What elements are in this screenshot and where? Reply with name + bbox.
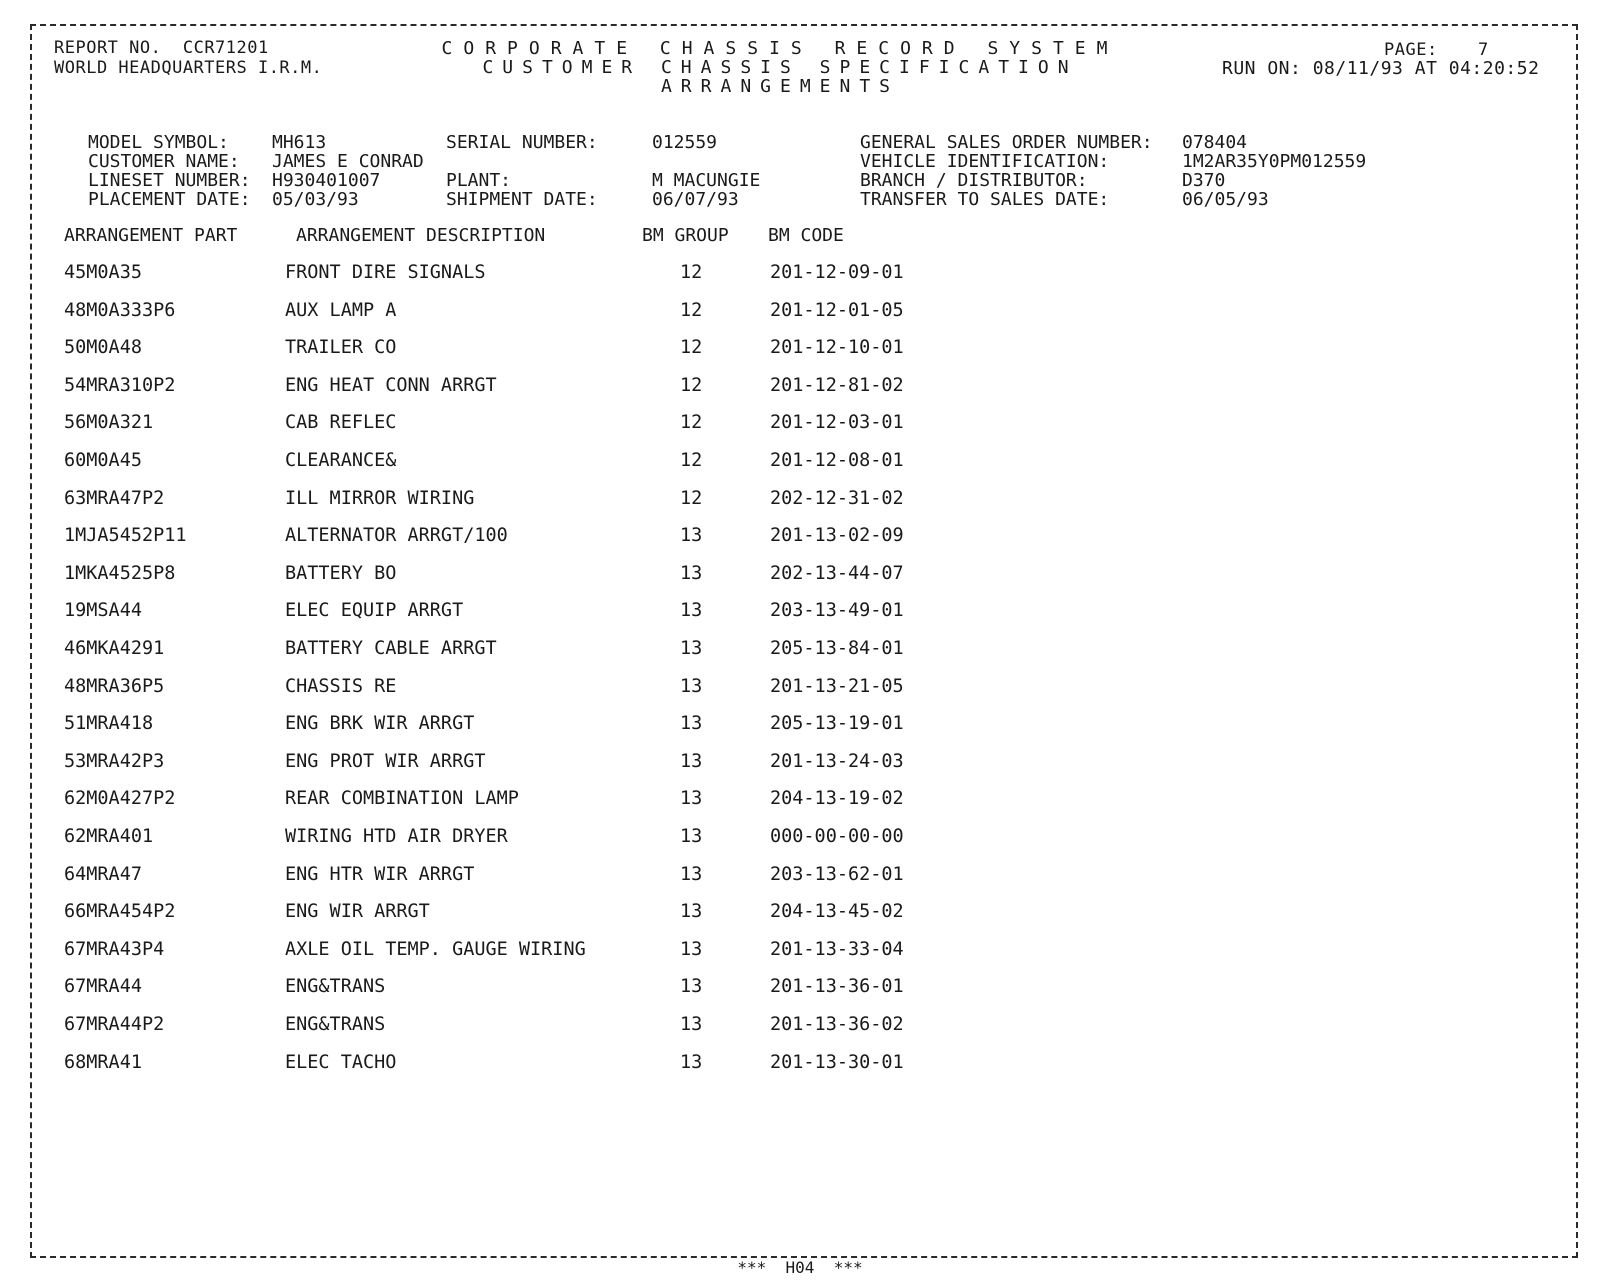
bm-code-cell: 203-13-62-01 [770,864,904,885]
placement-date-value: 05/03/93 [272,189,359,210]
description-cell: CLEARANCE& [285,450,397,471]
bm-code-cell: 201-12-01-05 [770,300,904,321]
description-cell: BATTERY CABLE ARRGT [285,638,497,659]
branch-value: D370 [1182,170,1226,191]
bm-group-cell: 12 [680,262,703,283]
bm-group-cell: 13 [680,864,703,885]
part-cell: 48MRA36P5 [64,676,165,697]
shipment-date-label: SHIPMENT DATE: [446,189,598,210]
bm-code-cell: 205-13-84-01 [770,638,904,659]
description-cell: BATTERY BO [285,563,397,584]
bm-code-cell: 000-00-00-00 [770,826,904,847]
bm-group-cell: 13 [680,976,703,997]
bm-code-cell: 201-13-30-01 [770,1052,904,1073]
run-on-label: RUN ON: [1222,58,1302,79]
bm-group-cell: 12 [680,488,703,509]
bm-code-cell: 202-12-31-02 [770,488,904,509]
bm-group-cell: 12 [680,450,703,471]
description-cell: ELEC TACHO [285,1052,397,1073]
part-cell: 67MRA43P4 [64,939,165,960]
bm-code-cell: 203-13-49-01 [770,600,904,621]
bm-code-cell: 205-13-19-01 [770,713,904,734]
vin-value: 1M2AR35Y0PM012559 [1182,151,1367,172]
part-cell: 51MRA418 [64,713,154,734]
bm-code-cell: 201-12-09-01 [770,262,904,283]
title-line-2: CUSTOMER CHASSIS SPECIFICATION [482,57,1078,78]
col-header-bm-group: BM GROUP [642,225,729,246]
serial-number-value: 012559 [652,132,718,153]
model-symbol-label: MODEL SYMBOL: [88,132,229,153]
part-cell: 1MKA4525P8 [64,563,176,584]
description-cell: CHASSIS RE [285,676,397,697]
part-cell: 48M0A333P6 [64,300,176,321]
part-cell: 68MRA41 [64,1052,142,1073]
page-number: 7 [1478,40,1489,60]
bm-group-cell: 13 [680,638,703,659]
page-label: PAGE: [1384,40,1438,60]
bm-group-cell: 12 [680,300,703,321]
placement-date-label: PLACEMENT DATE: [88,189,251,210]
shipment-date-value: 06/07/93 [652,189,739,210]
bm-group-cell: 13 [680,600,703,621]
description-cell: ENG WIR ARRGT [285,901,430,922]
part-cell: 60M0A45 [64,450,142,471]
run-on-line [1222,59,1539,79]
customer-name-label: CUSTOMER NAME: [88,151,240,172]
part-cell: 50M0A48 [64,337,142,358]
description-cell: TRAILER CO [285,337,397,358]
gso-value: 078404 [1182,132,1248,153]
bm-group-cell: 13 [680,751,703,772]
description-cell: WIRING HTD AIR DRYER [285,826,508,847]
customer-name-value: JAMES E CONRAD [272,151,424,172]
report-no: CCR71201 [182,38,269,58]
lineset-number-label: LINESET NUMBER: [88,170,251,191]
col-header-bm-code: BM CODE [768,225,844,246]
bm-code-cell: 201-12-81-02 [770,375,904,396]
bm-code-cell: 202-13-44-07 [770,563,904,584]
part-cell: 62MRA401 [64,826,154,847]
bm-group-cell: 12 [680,412,703,433]
bm-code-cell: 201-13-24-03 [770,751,904,772]
part-cell: 63MRA47P2 [64,488,165,509]
part-cell: 53MRA42P3 [64,751,165,772]
description-cell: ENG HTR WIR ARRGT [285,864,475,885]
bm-group-cell: 13 [680,788,703,809]
bm-code-cell: 201-13-21-05 [770,676,904,697]
bm-group-cell: 13 [680,713,703,734]
org-name: WORLD HEADQUARTERS I.R.M. [54,58,323,78]
run-on-value: 08/11/93 AT 04:20:52 [1312,58,1540,79]
description-cell: AUX LAMP A [285,300,397,321]
part-cell: 46MKA4291 [64,638,165,659]
bm-code-cell: 201-13-36-02 [770,1014,904,1035]
part-cell: 1MJA5452P11 [64,525,187,546]
transfer-date-value: 06/05/93 [1182,189,1269,210]
description-cell: ENG HEAT CONN ARRGT [285,375,497,396]
description-cell: ENG PROT WIR ARRGT [285,751,486,772]
bm-code-cell: 201-13-36-01 [770,976,904,997]
part-cell: 64MRA47 [64,864,142,885]
description-cell: ENG&TRANS [285,976,386,997]
title-line-1: CORPORATE CHASSIS RECORD SYSTEM [441,38,1119,59]
branch-label: BRANCH / DISTRIBUTOR: [860,170,1088,191]
plant-label: PLANT: [446,170,512,191]
bm-code-cell: 204-13-19-02 [770,788,904,809]
part-cell: 19MSA44 [64,600,142,621]
bm-group-cell: 13 [680,939,703,960]
bm-group-cell: 12 [680,375,703,396]
vin-label: VEHICLE IDENTIFICATION: [860,151,1110,172]
title-line-3: ARRANGEMENTS [660,76,900,97]
bm-code-cell: 201-12-03-01 [770,412,904,433]
bm-group-cell: 13 [680,1052,703,1073]
col-header-part: ARRANGEMENT PART [64,225,238,246]
lineset-number-value: H930401007 [272,170,381,191]
bm-group-cell: 13 [680,826,703,847]
part-cell: 67MRA44P2 [64,1014,165,1035]
description-cell: ALTERNATOR ARRGT/100 [285,525,508,546]
part-cell: 67MRA44 [64,976,142,997]
part-cell: 66MRA454P2 [64,901,176,922]
part-cell: 62M0A427P2 [64,788,176,809]
bm-group-cell: 13 [680,676,703,697]
plant-value: M MACUNGIE [652,170,761,191]
report-no-label: REPORT NO. [54,38,162,58]
col-header-description: ARRANGEMENT DESCRIPTION [296,225,546,246]
bm-group-cell: 13 [680,563,703,584]
part-cell: 56M0A321 [64,412,154,433]
bm-group-cell: 13 [680,525,703,546]
part-cell: 45M0A35 [64,262,142,283]
description-cell: ILL MIRROR WIRING [285,488,475,509]
description-cell: CAB REFLEC [285,412,397,433]
bm-code-cell: 201-13-02-09 [770,525,904,546]
bm-code-cell: 201-13-33-04 [770,939,904,960]
description-cell: FRONT DIRE SIGNALS [285,262,486,283]
description-cell: ENG&TRANS [285,1014,386,1035]
footer-marker: *** H04 *** [737,1258,863,1277]
description-cell: REAR COMBINATION LAMP [285,788,519,809]
description-cell: ELEC EQUIP ARRGT [285,600,464,621]
bm-code-cell: 201-12-10-01 [770,337,904,358]
gso-label: GENERAL SALES ORDER NUMBER: [860,132,1153,153]
bm-code-cell: 204-13-45-02 [770,901,904,922]
part-cell: 54MRA310P2 [64,375,176,396]
bm-group-cell: 13 [680,1014,703,1035]
description-cell: ENG BRK WIR ARRGT [285,713,475,734]
transfer-date-label: TRANSFER TO SALES DATE: [860,189,1110,210]
bm-group-cell: 13 [680,901,703,922]
bm-code-cell: 201-12-08-01 [770,450,904,471]
report-number-line [54,38,269,58]
bm-group-cell: 12 [680,337,703,358]
description-cell: AXLE OIL TEMP. GAUGE WIRING [285,939,586,960]
serial-number-label: SERIAL NUMBER: [446,132,598,153]
model-symbol-value: MH613 [272,132,327,153]
